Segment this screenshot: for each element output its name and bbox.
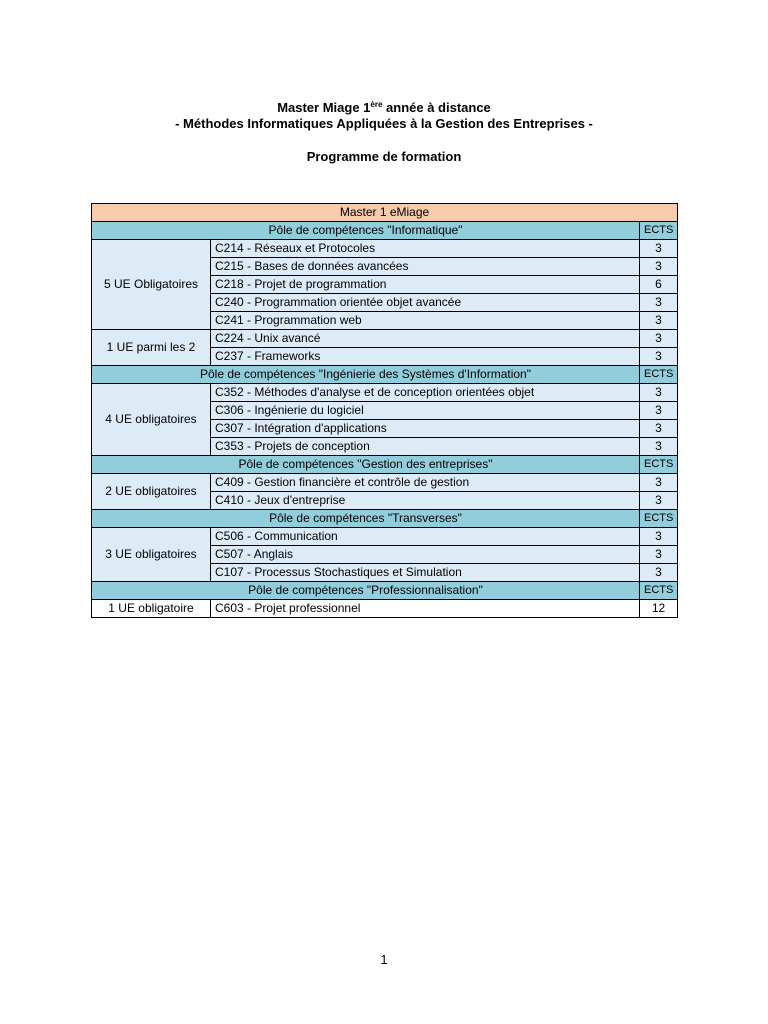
pole-title: Pôle de compétences "Transverses" [92, 510, 640, 528]
course-name: C507 - Anglais [211, 546, 640, 564]
ects-column-label: ECTS [640, 366, 678, 384]
course-name: C241 - Programmation web [211, 312, 640, 330]
course-name: C353 - Projets de conception [211, 438, 640, 456]
course-ects: 3 [640, 474, 678, 492]
course-ects: 6 [640, 276, 678, 294]
course-row [92, 600, 678, 618]
course-ects: 3 [640, 348, 678, 366]
course-row [92, 528, 678, 546]
course-name: C306 - Ingénierie du logiciel [211, 402, 640, 420]
document-title-block [0, 95, 768, 166]
title-main: Master Miage 1 [277, 100, 371, 115]
course-name: C240 - Programmation orientée objet avancée [211, 294, 640, 312]
course-row [92, 384, 678, 402]
course-row [92, 474, 678, 492]
ue-group-label: 1 UE obligatoire [92, 600, 211, 618]
course-name: C506 - Communication [211, 528, 640, 546]
course-ects: 3 [640, 528, 678, 546]
course-ects: 3 [640, 492, 678, 510]
course-name: C307 - Intégration d'applications [211, 420, 640, 438]
pole-header-row [92, 222, 678, 240]
course-name: C409 - Gestion financière et contrôle de gestion [211, 474, 640, 492]
pole-title: Pôle de compétences "Informatique" [92, 222, 640, 240]
ects-column-label: ECTS [640, 510, 678, 528]
ue-group-label: 3 UE obligatoires [92, 528, 211, 582]
ects-column-label: ECTS [640, 582, 678, 600]
course-name: C107 - Processus Stochastiques et Simulation [211, 564, 640, 582]
course-name: C410 - Jeux d'entreprise [211, 492, 640, 510]
course-name: C218 - Projet de programmation [211, 276, 640, 294]
course-ects: 12 [640, 600, 678, 618]
course-ects: 3 [640, 546, 678, 564]
pole-header-row [92, 582, 678, 600]
course-ects: 3 [640, 384, 678, 402]
ue-group-label: 4 UE obligatoires [92, 384, 211, 456]
course-row [92, 240, 678, 258]
course-ects: 3 [640, 258, 678, 276]
course-name: C352 - Méthodes d'analyse et de conception orientées objet [211, 384, 640, 402]
ue-group-label: 2 UE obligatoires [92, 474, 211, 510]
pole-header-row [92, 456, 678, 474]
pole-title: Pôle de compétences "Ingénierie des Systèmes d'Information" [92, 366, 640, 384]
page-number: 1 [380, 952, 388, 967]
course-ects: 3 [640, 438, 678, 456]
course-name: C224 - Unix avancé [211, 330, 640, 348]
ects-column-label: ECTS [640, 222, 678, 240]
course-ects: 3 [640, 564, 678, 582]
course-name: C603 - Projet professionnel [211, 600, 640, 618]
pole-header-row [92, 510, 678, 528]
programme-table [91, 203, 678, 618]
ue-group-label: 5 UE Obligatoires [92, 240, 211, 330]
pole-title: Pôle de compétences "Professionnalisation" [92, 582, 640, 600]
pole-title: Pôle de compétences "Gestion des entreprises" [92, 456, 640, 474]
course-ects: 3 [640, 402, 678, 420]
course-name: C215 - Bases de données avancées [211, 258, 640, 276]
course-ects: 3 [640, 330, 678, 348]
course-name: C237 - Frameworks [211, 348, 640, 366]
table-header-row [92, 204, 678, 222]
document-title [0, 95, 768, 114]
course-ects: 3 [640, 312, 678, 330]
ue-group-label: 1 UE parmi les 2 [92, 330, 211, 366]
title-superscript: ère [370, 100, 383, 109]
table-header: Master 1 eMiage [92, 204, 678, 222]
course-ects: 3 [640, 420, 678, 438]
programme-table-body [92, 204, 678, 618]
course-row [92, 330, 678, 348]
course-name: C214 - Réseaux et Protocoles [211, 240, 640, 258]
title-rest: année à distance [382, 100, 491, 115]
section-title: Programme de formation [306, 149, 462, 164]
pole-header-row [92, 366, 678, 384]
ects-column-label: ECTS [640, 456, 678, 474]
course-ects: 3 [640, 294, 678, 312]
course-ects: 3 [640, 240, 678, 258]
document-subtitle: - Méthodes Informatiques Appliquées à la Gestion des Entreprises - [175, 116, 593, 131]
